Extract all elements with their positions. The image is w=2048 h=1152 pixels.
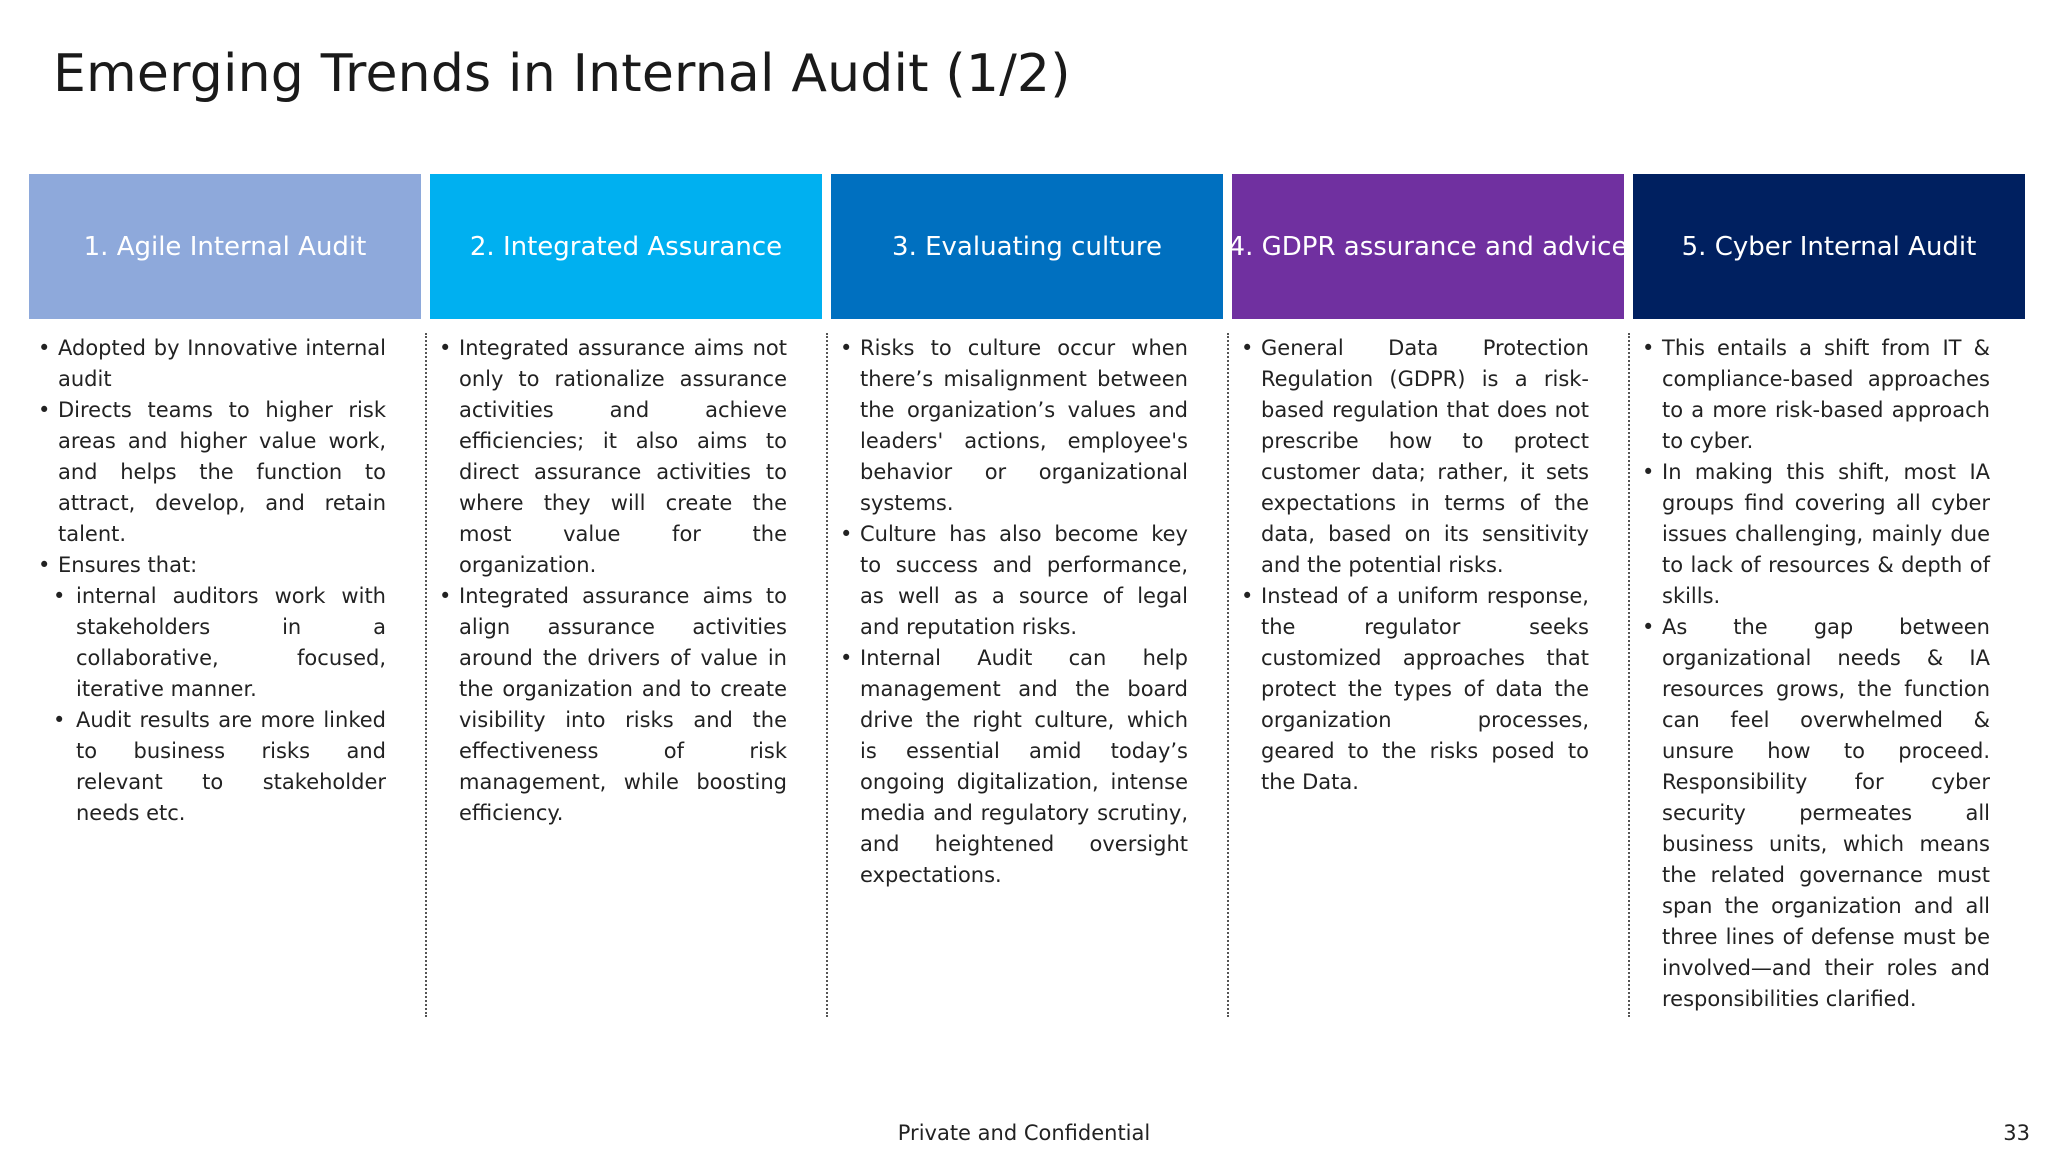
column-header-integrated-assurance [430,174,822,319]
column-body-integrated-assurance [439,333,787,829]
bullet-item: • Adopted by Innovative internal audit [38,333,386,395]
bullet-item: • Culture has also become key to success and performance, as well as a source of legal and reputation risks. [840,519,1188,643]
column-header-label: 4. GDPR assurance and advice [1228,231,1628,262]
column-header-label: 1. Agile Internal Audit [83,231,367,262]
column-header-agile-internal-audit [29,174,421,319]
bullet-item: • Risks to culture occur when there’s misalignment between the organization’s values and leaders' actions, employee's behavior or organizational systems. [840,333,1188,519]
bullet-item: • In making this shift, most IA groups find covering all cyber issues challenging, mainly due to lack of resources & depth of skills. [1642,457,1990,612]
bullet-item: • Ensures that: [38,550,386,581]
footer-confidential-label: Private and Confidential [897,1121,1151,1145]
bullet-item: • Directs teams to higher risk areas and higher value work, and helps the function to attract, develop, and retain talent. [38,395,386,550]
column-header-label: 3. Evaluating culture [892,231,1162,262]
column-divider [826,333,828,1017]
column-divider [1227,333,1229,1017]
column-header-label: 5. Cyber Internal Audit [1681,231,1977,262]
column-divider [1628,333,1630,1017]
bullet-item: • Internal Audit can help management and the board drive the right culture, which is essential amid today’s ongoing digitalization, intense media and regulatory scrutiny, and heightened oversight expectations. [840,643,1188,891]
column-header-gdpr-assurance [1228,174,1628,319]
column-header-label: 2. Integrated Assurance [469,231,783,262]
column-header-cyber-internal-audit [1633,174,2025,319]
bullet-item: • Instead of a uniform response, the regulator seeks customized approaches that protect the types of data the organization processes, geared to the risks posed to the Data. [1241,581,1589,798]
column-body-cyber-internal-audit [1642,333,1990,1015]
sub-bullet-item: • internal auditors work with stakeholders in a collaborative, focused, iterative manner. [48,581,386,705]
column-header-evaluating-culture [831,174,1223,319]
column-body-agile-internal-audit [38,333,386,829]
column-body-gdpr-assurance [1241,333,1589,798]
page-number: 33 [2003,1121,2030,1145]
column-divider [425,333,427,1017]
bullet-item: • Integrated assurance aims to align assurance activities around the drivers of value in the organization and to create visibility into risks and the effectiveness of risk management, while boosting efficiency. [439,581,787,829]
bullet-item: • Integrated assurance aims not only to rationalize assurance activities and achieve efficiencies; it also aims to direct assurance activities to where they will create the most value for the organization. [439,333,787,581]
slide-title: Emerging Trends in Internal Audit (1/2) [53,44,1071,104]
column-body-evaluating-culture [840,333,1188,891]
sub-bullet-item: • Audit results are more linked to business risks and relevant to stakeholder needs etc. [48,705,386,829]
bullet-item: • General Data Protection Regulation (GDPR) is a risk-based regulation that does not prescribe how to protect customer data; rather, it sets expectations in terms of the data, based on its sensitivity and the potential risks. [1241,333,1589,581]
bullet-item: • As the gap between organizational needs & IA resources grows, the function can feel overwhelmed & unsure how to proceed. Responsibility for cyber security permeates all business units, which means the related governance must span the organization and all three lines of defense must be involved—and their roles and responsibilities clarified. [1642,612,1990,1015]
bullet-item: • This entails a shift from IT & compliance-based approaches to a more risk-based approach to cyber. [1642,333,1990,457]
